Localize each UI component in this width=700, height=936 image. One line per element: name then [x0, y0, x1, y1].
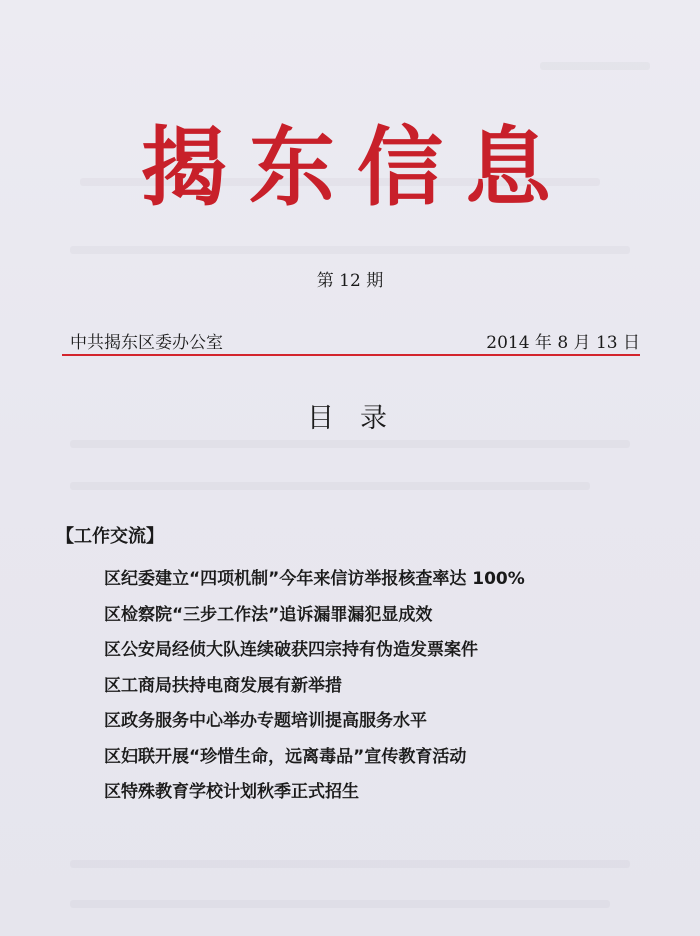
issue-number: 第 12 期	[316, 271, 384, 291]
toc-item: 区特殊教育学校计划秋季正式招生	[104, 782, 359, 802]
toc-item: 区工商局扶持电商发展有新举措	[104, 675, 342, 696]
bleed-through-mark	[70, 860, 630, 868]
toc-title: 目录	[307, 403, 413, 434]
section-label: 【工作交流】	[56, 526, 164, 547]
toc-item: 区公安局经侦大队连续破获四宗持有伪造发票案件	[104, 640, 478, 660]
bleed-through-mark	[70, 246, 630, 254]
header-row	[70, 328, 640, 354]
toc-item: 区纪委建立“四项机制”今年来信访举报核查率达 100%	[104, 569, 525, 589]
bleed-through-mark	[540, 62, 650, 70]
toc-list	[104, 564, 664, 813]
issuing-organization: 中共揭东区委办公室	[70, 333, 223, 353]
bleed-through-mark	[70, 900, 610, 908]
toc-item: 区妇联开展“珍惜生命，远离毒品”宣传教育活动	[104, 746, 467, 767]
issue-date: 2014 年 8 月 13 日	[486, 333, 640, 353]
toc-item: 区政务服务中心举办专题培训提高服务水平	[104, 711, 427, 731]
masthead-title: 揭东信息	[141, 118, 573, 218]
red-divider	[62, 354, 640, 356]
bleed-through-mark	[70, 482, 590, 490]
bleed-through-mark	[70, 440, 630, 448]
toc-item: 区检察院“三步工作法”追诉漏罪漏犯显成效	[104, 604, 433, 625]
